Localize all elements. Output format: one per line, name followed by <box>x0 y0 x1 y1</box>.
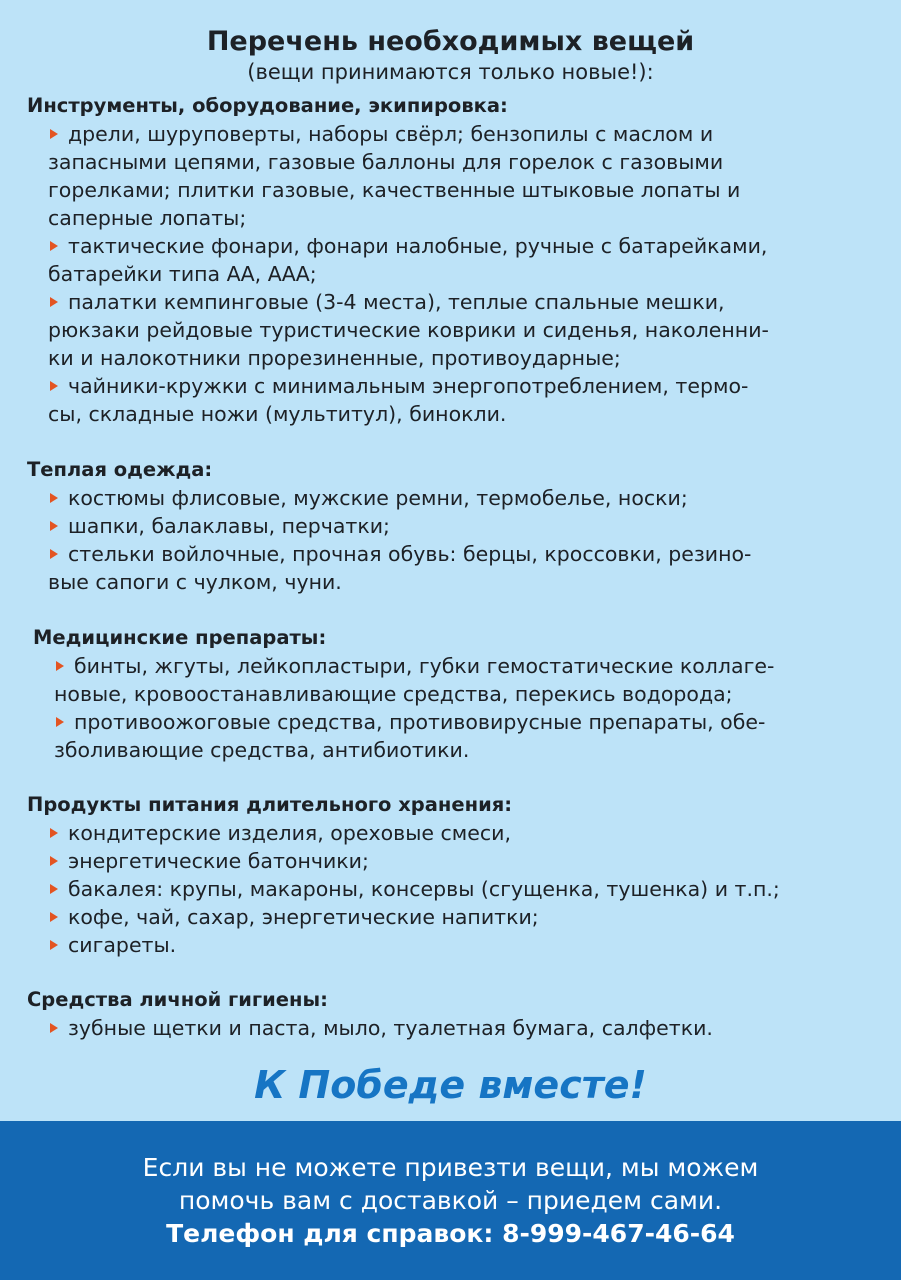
list-item <box>27 819 887 847</box>
section-0 <box>27 92 887 428</box>
section-heading: Продукты питания длительного хранения: <box>27 793 513 816</box>
list-item-line: запасными цепями, газовые баллоны для горелок с газовыми <box>48 150 724 174</box>
footer-phone: Телефон для справок: 8-999-467-46-64 <box>166 1219 735 1248</box>
list-item-line: палатки кемпинговые (3-4 места), теплые спальные мешки, <box>68 290 725 314</box>
section-heading: Инструменты, оборудование, экипировка: <box>27 94 508 117</box>
bullet-arrow-icon <box>56 661 64 671</box>
section-heading: Средства личной гигиены: <box>27 988 328 1011</box>
bullet-arrow-icon <box>50 912 58 922</box>
list-item-line: энергетические батончики; <box>68 849 369 873</box>
list-item <box>33 652 893 708</box>
list-item <box>27 120 887 232</box>
list-item-line: батарейки типа АА, ААА; <box>48 262 317 286</box>
list-item <box>27 484 887 512</box>
list-item-line: чайники-кружки с минимальным энергопотреблением, термо- <box>68 374 749 398</box>
section-heading: Теплая одежда: <box>27 458 213 481</box>
list-item <box>27 232 887 288</box>
page-subtitle: (вещи принимаются только новые!): <box>247 60 654 84</box>
list-item-line: сы, складные ножи (мультитул), бинокли. <box>48 402 507 426</box>
list-item-line: костюмы флисовые, мужские ремни, термобелье, носки; <box>68 486 688 510</box>
bullet-arrow-icon <box>50 828 58 838</box>
page-title: Перечень необходимых вещей <box>206 26 695 57</box>
list-item-line: вые сапоги с чулком, чуни. <box>48 570 342 594</box>
list-item-line: зболивающие средства, антибиотики. <box>54 738 470 762</box>
list-item-line: бакалея: крупы, макароны, консервы (сгущенка, тушенка) и т.п.; <box>68 877 780 901</box>
list-item <box>27 372 887 428</box>
section-heading: Медицинские препараты: <box>33 626 327 649</box>
list-item <box>27 931 887 959</box>
section-1 <box>27 456 887 596</box>
list-item-line: кондитерские изделия, ореховые смеси, <box>68 821 511 845</box>
list-item <box>27 903 887 931</box>
section-2 <box>33 624 893 764</box>
list-item-line: рюкзаки рейдовые туристические коврики и сиденья, наколенни- <box>48 318 769 342</box>
bullet-arrow-icon <box>50 1023 58 1033</box>
list-item <box>27 512 887 540</box>
list-item <box>27 1014 887 1042</box>
bullet-arrow-icon <box>50 129 58 139</box>
footer-banner <box>0 1121 901 1280</box>
list-item-line: бинты, жгуты, лейкопластыри, губки гемостатические коллаге- <box>74 654 775 678</box>
list-item-line: сигареты. <box>68 933 177 957</box>
list-item-line: кофе, чай, сахар, энергетические напитки; <box>68 905 539 929</box>
list-item <box>33 708 893 764</box>
list-item-line: горелками; плитки газовые, качественные штыковые лопаты и <box>48 178 741 202</box>
bullet-arrow-icon <box>50 884 58 894</box>
slogan: К Победе вместе! <box>254 1063 647 1107</box>
list-item-line: зубные щетки и паста, мыло, туалетная бумага, салфетки. <box>68 1016 713 1040</box>
list-item-line: стельки войлочные, прочная обувь: берцы, кроссовки, резино- <box>68 542 752 566</box>
bullet-arrow-icon <box>50 549 58 559</box>
bullet-arrow-icon <box>50 940 58 950</box>
list-item <box>27 288 887 372</box>
bullet-arrow-icon <box>56 717 64 727</box>
list-item-line: дрели, шуруповерты, наборы свёрл; бензопилы с маслом и <box>68 122 714 146</box>
section-3 <box>27 791 887 959</box>
list-item <box>27 540 887 596</box>
bullet-arrow-icon <box>50 241 58 251</box>
list-item-line: шапки, балаклавы, перчатки; <box>68 514 390 538</box>
list-item-line: ки и налокотники прорезиненные, противоударные; <box>48 346 621 370</box>
list-item-line: саперные лопаты; <box>48 206 247 230</box>
list-item-line: противоожоговые средства, противовирусные препараты, обе- <box>74 710 766 734</box>
footer-line-2: помочь вам с доставкой – приедем сами. <box>178 1186 723 1215</box>
footer-line-1: Если вы не можете привезти вещи, мы можем <box>142 1153 759 1182</box>
bullet-arrow-icon <box>50 297 58 307</box>
section-4 <box>27 986 887 1042</box>
list-item <box>27 847 887 875</box>
list-item <box>27 875 887 903</box>
bullet-arrow-icon <box>50 856 58 866</box>
bullet-arrow-icon <box>50 493 58 503</box>
list-item-line: тактические фонари, фонари налобные, ручные с батарейками, <box>68 234 768 258</box>
list-item-line: новые, кровоостанавливающие средства, перекись водорода; <box>54 682 733 706</box>
bullet-arrow-icon <box>50 521 58 531</box>
bullet-arrow-icon <box>50 381 58 391</box>
